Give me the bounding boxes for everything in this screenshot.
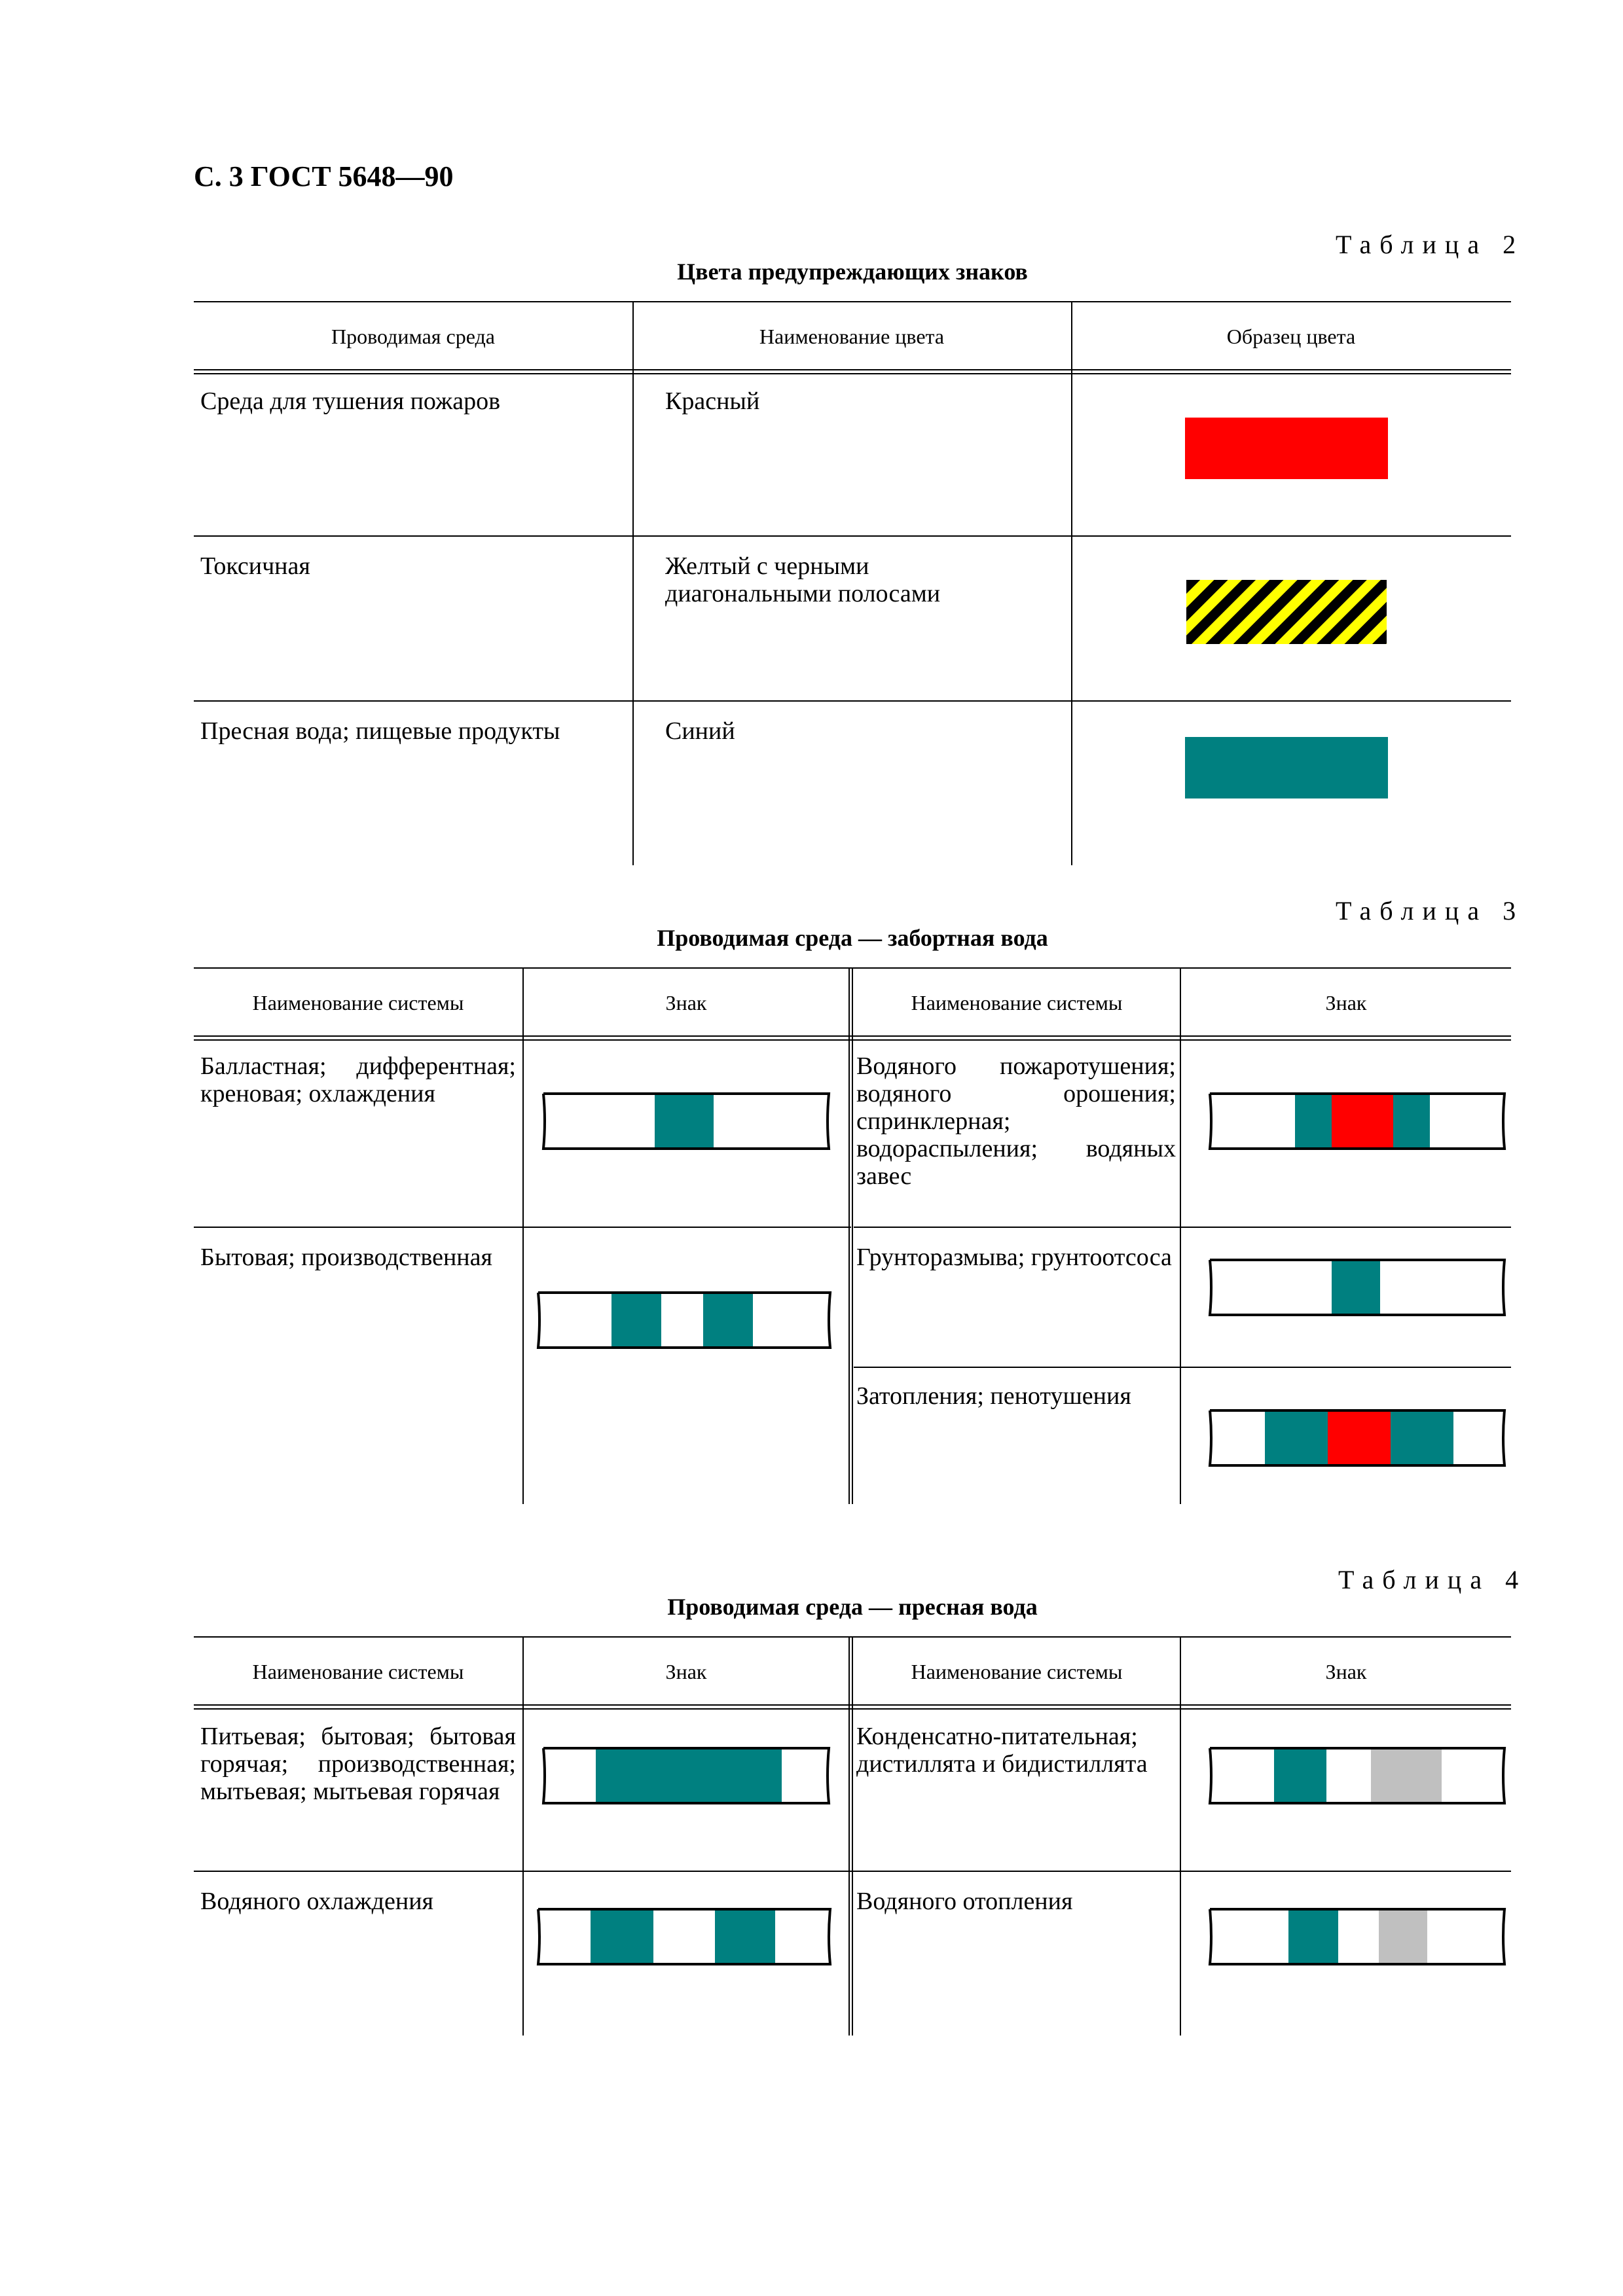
table3-right-row3-name: Затопления; пенотушения xyxy=(856,1382,1131,1410)
page-header: С. 3 ГОСТ 5648—90 xyxy=(194,160,454,192)
pipe-sign-ground-wash xyxy=(1203,1258,1511,1321)
table2-label: Таблица 2 xyxy=(1336,230,1525,259)
table3-right-row1-name: Водяного пожаротушения; водяного орошения; спринклерная; водораспыления; водяных завес xyxy=(856,1052,1176,1190)
table4-header-system-left: Наименование системы xyxy=(252,1660,464,1683)
table2-row2-medium: Токсичная xyxy=(200,552,310,580)
teal-swatch xyxy=(1185,737,1388,798)
table3-left-row2-name: Бытовая; производственная xyxy=(200,1244,492,1271)
table2-header-color-name: Наименование цвета xyxy=(759,325,945,348)
table4-right-row1-name: Конденсатно-питательная; дистиллята и бидистиллята xyxy=(856,1723,1148,1778)
table2-title: Цвета предупреждающих знаков xyxy=(677,259,1028,285)
table4-left-row2-name: Водяного охлаждения xyxy=(200,1888,434,1915)
table4-header-system-right: Наименование системы xyxy=(911,1660,1123,1683)
table4-title: Проводимая среда — пресная вода xyxy=(667,1594,1038,1620)
table3-header-system-right: Наименование системы xyxy=(911,991,1123,1014)
table3-header-system-left: Наименование системы xyxy=(252,991,464,1014)
pipe-sign-fire-water xyxy=(1203,1092,1511,1155)
pipe-sign-ballast xyxy=(536,1092,837,1155)
table3-label: Таблица 3 xyxy=(1336,896,1525,925)
table4-right-row2-name: Водяного отопления xyxy=(856,1888,1073,1915)
pipe-sign-household xyxy=(530,1291,838,1354)
table2-row2-color-name: Желтый с черными диагональными полосами xyxy=(665,552,941,607)
pipe-sign-water-cooling xyxy=(530,1907,838,1970)
table2-row3-color-name: Синий xyxy=(665,717,735,745)
table2-row1-medium: Среда для тушения пожаров xyxy=(200,387,501,415)
table2-header-medium: Проводимая среда xyxy=(331,325,495,348)
red-swatch xyxy=(1185,418,1388,479)
table3-header-sign-right: Знак xyxy=(1325,991,1367,1014)
table4-label: Таблица 4 xyxy=(1338,1565,1527,1594)
table2-row1-color-name: Красный xyxy=(665,387,760,415)
pipe-sign-condensate xyxy=(1203,1746,1511,1809)
table4-header-sign-left: Знак xyxy=(665,1660,707,1683)
table3-title: Проводимая среда — забортная вода xyxy=(657,925,1048,951)
table4-left-row1-name: Питьевая; бытовая; бытовая горячая; производственная; мытьевая; мытьевая горячая xyxy=(200,1723,516,1805)
table2-header-sample: Образец цвета xyxy=(1226,325,1356,348)
table4-header-sign-right: Знак xyxy=(1325,1660,1367,1683)
pipe-sign-water-heating xyxy=(1203,1907,1511,1970)
table3-header-sign-left: Знак xyxy=(665,991,707,1014)
pipe-sign-flooding xyxy=(1203,1408,1511,1471)
yellow-black-striped-swatch xyxy=(1186,580,1387,644)
table2-row3-medium: Пресная вода; пищевые продукты xyxy=(200,717,560,745)
table3-left-row1-name: Балластная; дифферентная; креновая; охлаждения xyxy=(200,1052,516,1107)
pipe-sign-drinking xyxy=(536,1746,837,1809)
table3-right-row2-name: Грунторазмыва; грунтоотсоса xyxy=(856,1244,1172,1271)
